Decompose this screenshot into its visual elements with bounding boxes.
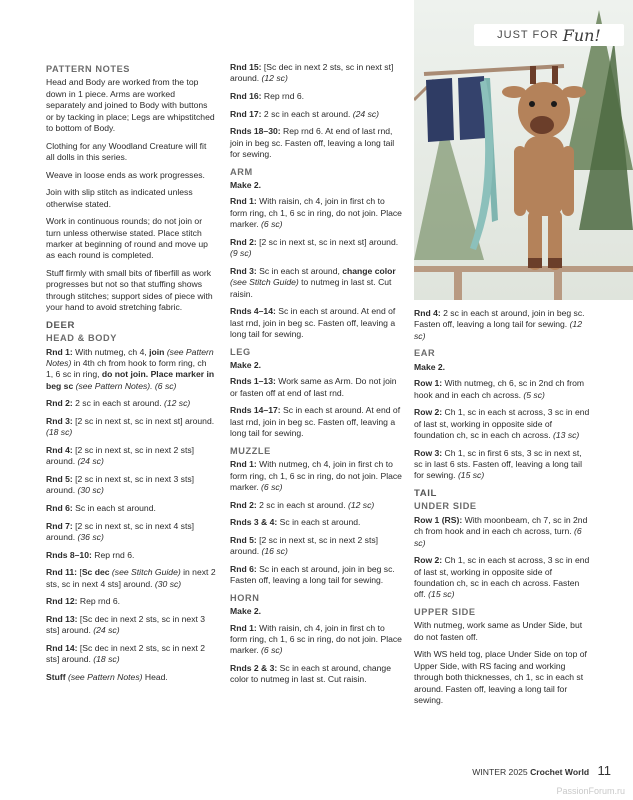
footer-issue: WINTER 2025 (472, 767, 528, 777)
instruction-rnd: Rnd 6: Sc in each st around. (46, 503, 156, 514)
arm-make: Make 2. (230, 180, 262, 190)
instruction-row: Row 1 (RS): With moonbeam, ch 7, sc in 2nd ch from hook and in each ch across, turn. (6 sc) (414, 514, 588, 548)
note-paragraph: Clothing for any Woodland Creature will fit all dolls in this series. (46, 140, 207, 163)
instruction-rnd: Rnd 6: Sc in each st around, join in beg sc. Fasten off, leaving a long tail for sewing. (230, 563, 395, 586)
instruction-rnd: Rnd 17: 2 sc in each st around. (24 sc) (230, 108, 380, 119)
page-number: 11 (597, 763, 611, 778)
instruction-rnd: Rnd 12: Rep rnd 6. (46, 596, 121, 607)
instruction-row: Row 2: Ch 1, sc in each st across, 3 sc in end of last st, working in opposite side of foundation ch, sc in each ch across. (13 sc) (414, 407, 590, 441)
footer-magazine: Crochet World (530, 767, 590, 777)
instruction-rnd: Rnds 1–13: Work same as Arm. Do not join or fasten off at end of last rnd. (230, 376, 397, 398)
instruction-rnd: Rnd 3: [2 sc in next st, sc in next st] around. (18 sc) (46, 416, 215, 438)
instruction-rnd: Rnd 5: [2 sc in next st, sc in next 3 sts] around. (30 sc) (46, 474, 195, 496)
note-paragraph: Work in continuous rounds; do not join or turn unless otherwise stated. Place stitch marker at beginning of round and move up as each round is completed. (46, 216, 208, 261)
muzzle-heading: MUZZLE (230, 445, 271, 456)
note-paragraph: Stuff firmly with small bits of fiberfill as work progresses but not so that stuffing shows through stitches; support sides of piece with your hand to avoid stretching fabric. (46, 268, 213, 313)
instruction-stuff: Stuff (see Pattern Notes) Head. (46, 671, 168, 682)
instruction-rnd: Rnds 14–17: Sc in each st around. At end of last rnd, join in beg sc. Fasten off, leaving a long tail for sewing. (230, 405, 401, 439)
instruction-row: Row 1: With nutmeg, ch 6, sc in 2nd ch from hook and in each ch across. (5 sc) (414, 378, 585, 400)
leg-heading: LEG (230, 346, 251, 357)
note-paragraph: Join with slip stitch as indicated unless otherwise stated. (46, 187, 193, 209)
pattern-notes-heading: PATTERN NOTES (46, 64, 131, 74)
just-for-fun-banner (474, 24, 624, 46)
instruction-rnd: Rnd 2: [2 sc in next st, sc in next st] around. (9 sc) (230, 236, 399, 259)
banner-just-for: JUST FOR (497, 29, 559, 41)
under-side-heading: UNDER SIDE (414, 501, 477, 512)
instruction-rnd: Rnd 2: 2 sc in each st around. (12 sc) (230, 499, 375, 510)
upper-side-heading: UPPER SIDE (414, 607, 476, 618)
instruction-arm-rnd-3: Rnd 3: Sc in each st around, change color (see Stitch Guide) to nutmeg in last st. Cut raisin. (230, 265, 396, 299)
head-body-heading: HEAD & BODY (46, 333, 117, 344)
instruction-rnd: Rnd 7: [2 sc in next st, sc in next 4 sts] around. (36 sc) (46, 520, 195, 543)
instruction-rnd-11: Rnd 11: [Sc dec (see Stitch Guide) in next 2 sts, sc in next 4 sts] around. (30 sc) (46, 567, 216, 589)
watermark: PassionForum.ru (556, 786, 625, 796)
note-paragraph: Head and Body are worked from the top down in 1 piece. Arms are worked separately and joined to Body with buttons or by tacking in place; Legs are whipstitched to bottom of Body. (46, 77, 215, 134)
ear-make: Make 2. (414, 361, 446, 372)
banner-fun: Fun! (562, 25, 601, 45)
instruction-rnd: Rnd 16: Rep rnd 6. (230, 91, 305, 101)
column-1 (46, 62, 216, 689)
ear-heading: EAR (414, 348, 436, 359)
instruction-rnd: Rnd 13: [Sc dec in next 2 sts, sc in next 3 sts] around. (24 sc) (46, 613, 206, 636)
instruction-row: Row 2: Ch 1, sc in each st across, 3 sc in end of last st, working in opposite side of foundation ch, sc in each ch across. Fasten off. (15 sc) (414, 555, 590, 600)
instruction-rnd: Rnd 4: 2 sc in each st around, join in beg sc. Fasten off, leaving a long tail for sewing. (12 sc) (414, 308, 585, 341)
upper-side-text: With nutmeg, work same as Under Side, but do not fasten off. (414, 620, 583, 642)
note-paragraph: Weave in loose ends as work progresses. (46, 169, 205, 180)
instruction-rnd: Rnd 1: With nutmeg, ch 4, join in first ch to form ring, ch 1, 6 sc in ring, do not join. Place marker. (6 sc) (230, 459, 402, 493)
instruction-rnd: Rnd 5: [2 sc in next st, sc in next 2 sts] around. (16 sc) (230, 534, 379, 557)
instruction-arm-rnds-4-14: Rnds 4–14: Sc in each st around. At end of last rnd, join in beg sc. Fasten off, leaving a long tail for sewing. (230, 306, 396, 340)
arm-heading: ARM (230, 166, 253, 177)
instruction-rnd: Rnd 14: [Sc dec in next 2 sts, sc in next 2 sts] around. (18 sc) (46, 642, 206, 665)
column-3 (414, 308, 592, 713)
instruction-rnd-1: Rnd 1: With nutmeg, ch 4, join (see Pattern Notes) in 4th ch from hook to form ring, ch 1, 6 sc in ring, do not join. Place marker in beg sc (see Pattern Notes). (6 sc) (46, 346, 215, 391)
instruction-rnd: Rnd 15: [Sc dec in next 2 sts, sc in next st] around. (12 sc) (230, 62, 394, 84)
leg-make: Make 2. (230, 360, 262, 371)
column-2 (230, 62, 402, 692)
instruction-rnd: Rnds 2 & 3: Sc in each st around, change color to nutmeg in last st. Cut raisin. (230, 663, 391, 685)
tail-heading: TAIL (414, 488, 438, 500)
page-footer (472, 763, 611, 778)
instruction-rnd: Rnd 1: With raisin, ch 4, join in first ch to form ring, ch 1, 6 sc in ring, do not join. Place marker. (6 sc) (230, 196, 402, 230)
instruction-rnd: Rnd 1: With raisin, ch 4, join in first ch to form ring, ch 1, 6 sc in ring, do not join. Place marker. (6 sc) (230, 622, 402, 656)
instruction-rnd: Rnd 4: [2 sc in next st, sc in next 2 sts] around. (24 sc) (46, 445, 195, 467)
instruction-rnd: Rnds 18–30: Rep rnd 6. At end of last rnd, join in beg sc. Fasten off, leaving a long tail for sewing. (230, 126, 395, 159)
final-assembly-text: With WS held tog, place Under Side on top of Upper Side, with RS facing and working through both thicknesses, ch 1, sc in each st around. Fasten off, leaving a long tail for sewing. (414, 649, 587, 706)
horn-make: Make 2. (230, 606, 262, 617)
instruction-rnd: Rnds 3 & 4: Sc in each st around. (230, 517, 361, 528)
instruction-rnd: Rnd 2: 2 sc in each st around. (12 sc) (46, 398, 191, 409)
instruction-rnd: Rnds 8–10: Rep rnd 6. (46, 549, 135, 560)
instruction-row: Row 3: Ch 1, sc in first 6 sts, 3 sc in next st, sc in last 6 sts. Fasten off, leaving a long tail for sewing. (15 sc) (414, 447, 582, 481)
horn-heading: HORN (230, 592, 260, 603)
deer-heading: DEER (46, 319, 76, 331)
